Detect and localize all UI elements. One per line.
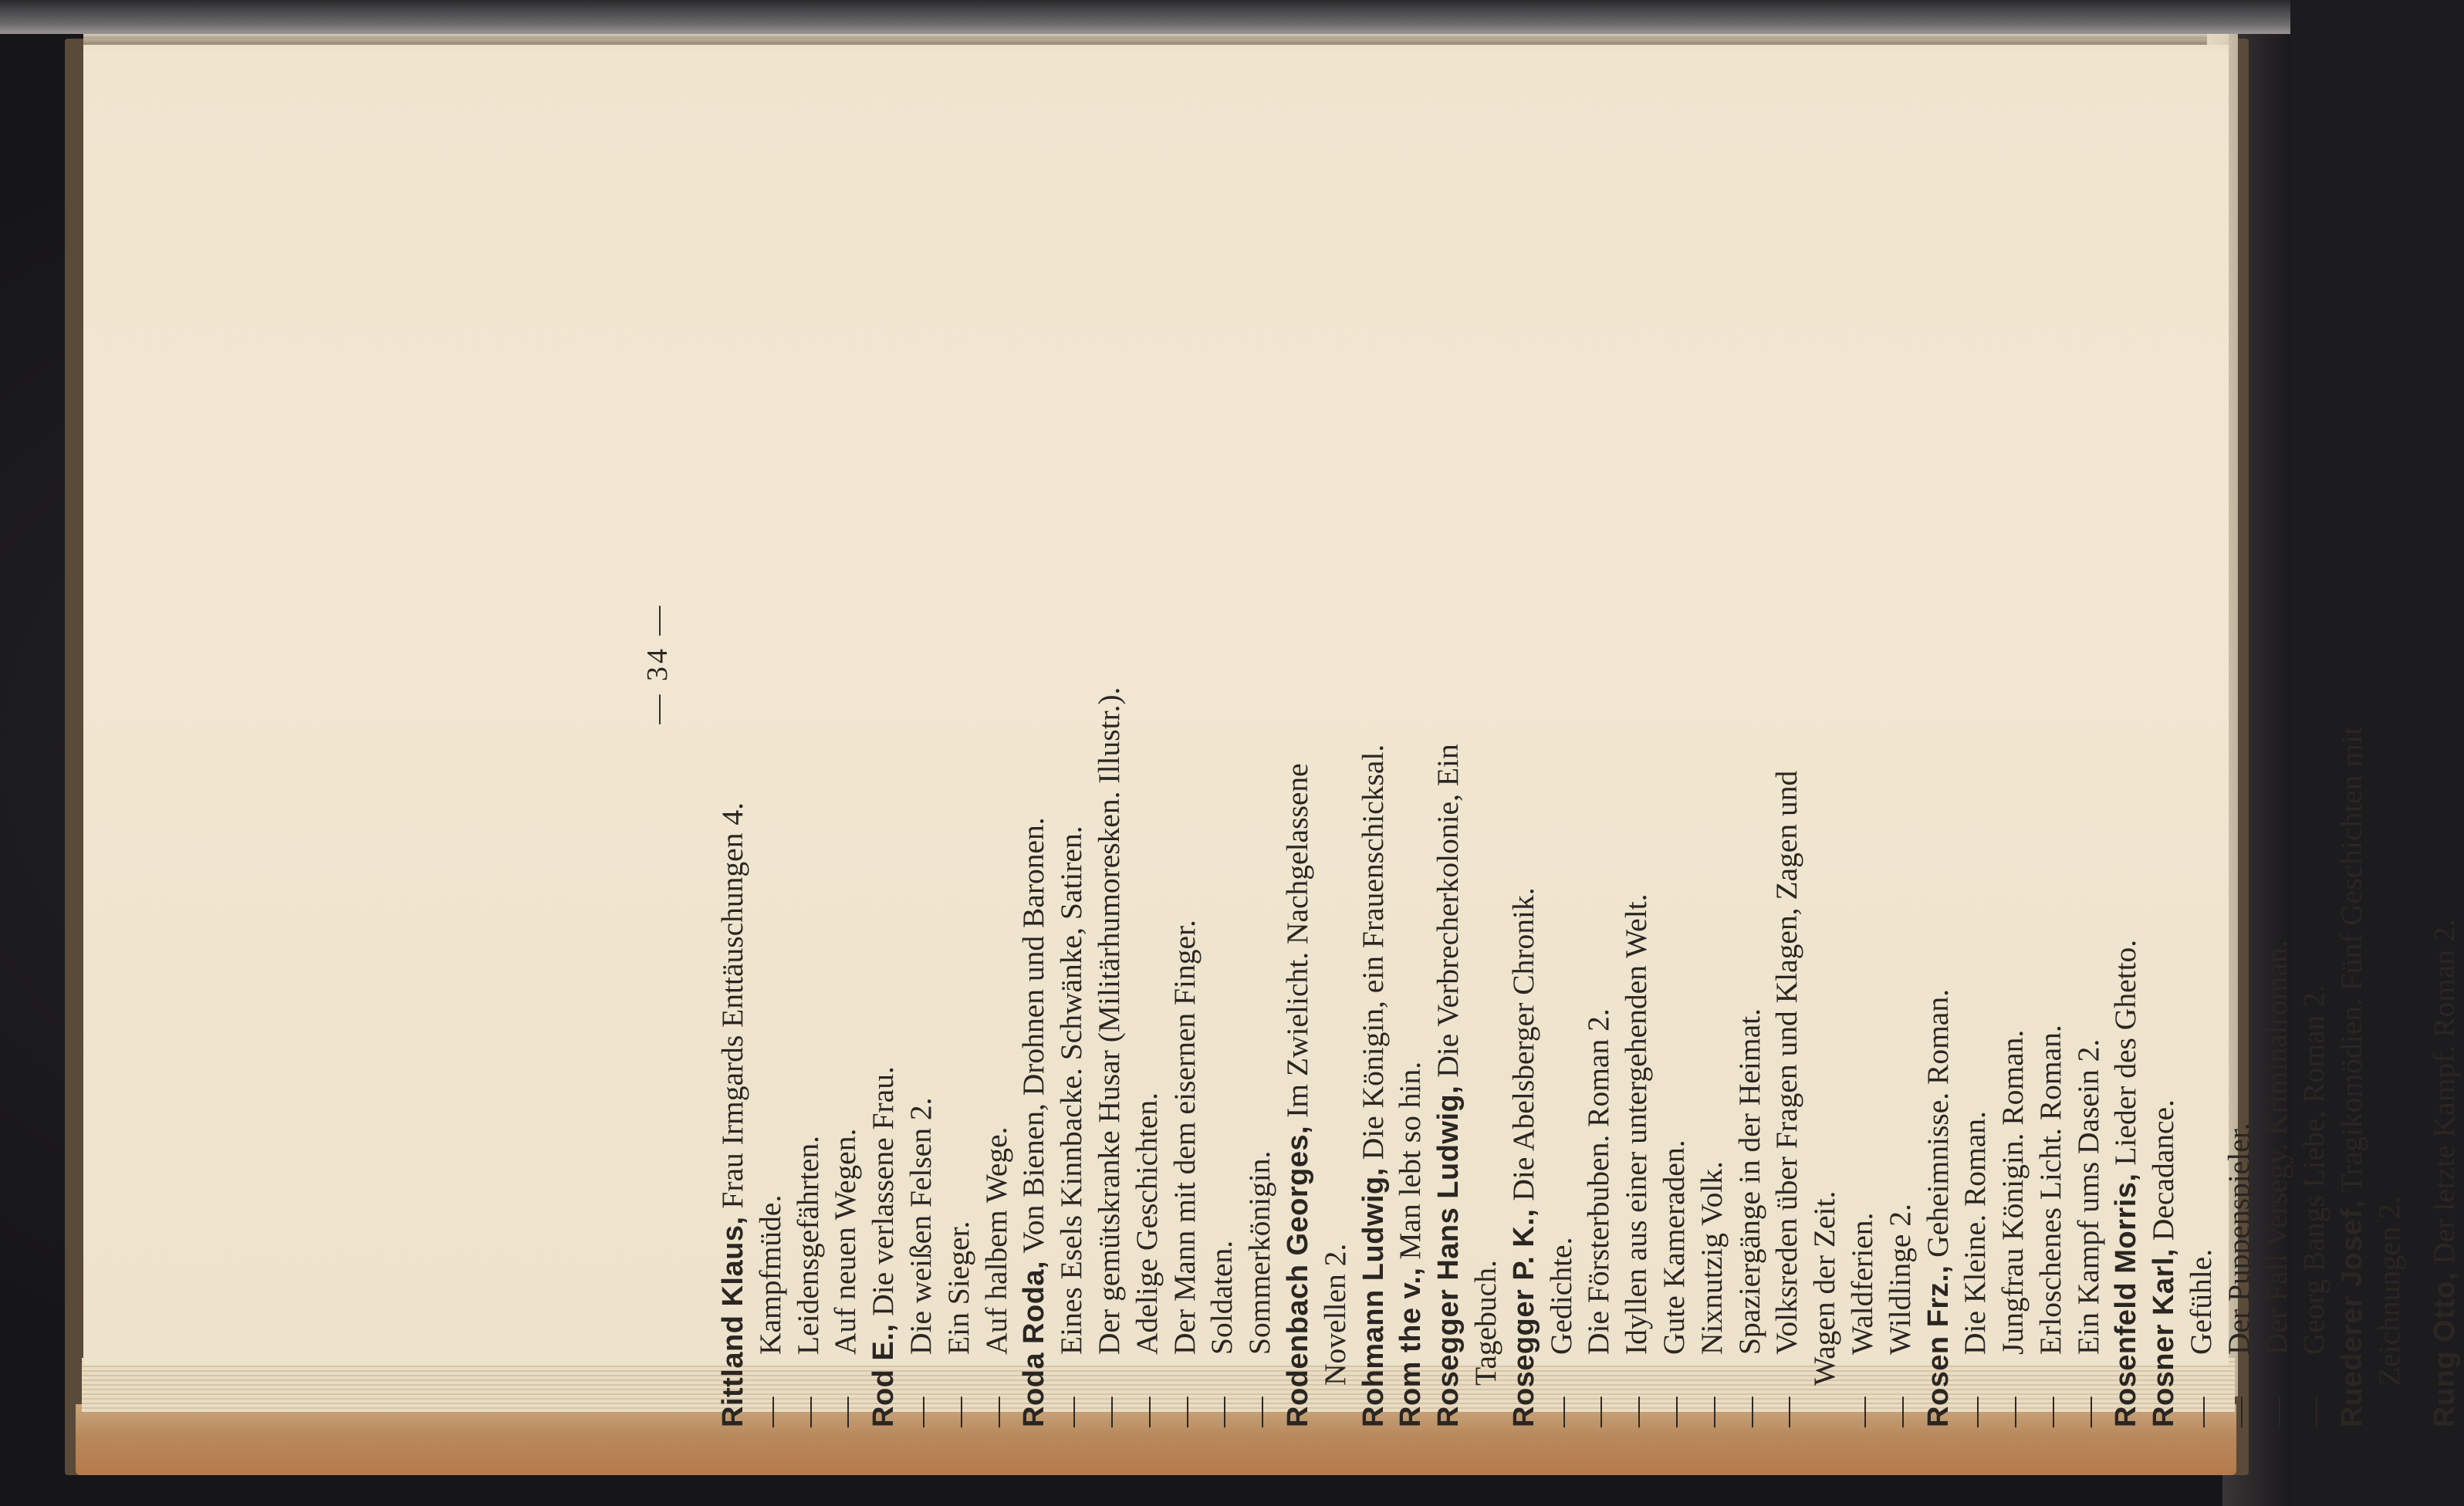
ditto-dash: — — [1543, 1396, 1578, 1427]
entry-author: Ruederer Josef, — [2336, 1200, 2369, 1427]
catalog-entry — [789, 0, 827, 1427]
catalog-entry — [1806, 0, 1844, 1427]
catalog-entry — [826, 0, 864, 1427]
catalog-entry — [1919, 0, 1957, 1427]
catalog-entry — [1580, 0, 1617, 1427]
entry-title: Volksreden über Fragen und Klagen, Zagen und — [1769, 770, 1804, 1355]
ditto-dash: — — [1167, 1396, 1202, 1427]
catalog-entry — [1203, 0, 1241, 1427]
catalog-entry — [1090, 0, 1128, 1427]
catalog-entry — [2107, 0, 2145, 1427]
entry-author: Rom the v., — [1394, 1267, 1428, 1427]
entry-author: Rittland Klaus, — [717, 1216, 749, 1427]
ditto-dash: — — [1769, 1396, 1804, 1427]
entry-title: Leidensgefährten. — [790, 1135, 825, 1355]
ditto-dash: — — [979, 1396, 1013, 1427]
catalog-entry — [752, 0, 789, 1427]
entry-title: Tragikomödien. Fünf Geschichten mit — [2334, 726, 2369, 1200]
ditto-dash: — — [1844, 1396, 1879, 1427]
catalog-entry — [2258, 0, 2296, 1427]
entry-title: Jungfrau Königin. Roman. — [1996, 1029, 2030, 1355]
entry-title: Die Kleine. Roman. — [1958, 1111, 1992, 1355]
entry-title: Ein Sieger. — [941, 1221, 975, 1355]
entry-title: Adelige Geschichten. — [1129, 1092, 1164, 1355]
catalog-entry — [2182, 0, 2220, 1427]
catalog-entry — [1731, 0, 1769, 1427]
catalog-entry — [1015, 0, 1053, 1427]
entry-continuation: Novellen 2. — [1317, 1243, 1352, 1386]
catalog-entry — [1053, 0, 1090, 1427]
entry-title: Die weißen Felsen 2. — [903, 1097, 938, 1355]
entry-title: Decadance. — [2146, 1099, 2181, 1249]
ditto-dash: — — [790, 1396, 825, 1427]
catalog-entry — [1166, 0, 1204, 1427]
catalog-entry — [1994, 0, 2032, 1427]
catalog-entry — [1617, 0, 1655, 1427]
catalog-entry — [864, 0, 902, 1427]
entry-title: Der Mann mit dem eisernen Finger. — [1167, 920, 1202, 1355]
catalog-entry — [2220, 0, 2258, 1427]
ditto-dash: — — [1129, 1396, 1164, 1427]
entry-title: Gute Kameraden. — [1656, 1140, 1691, 1355]
entry-author: Rosenfeld Morris, — [2110, 1173, 2143, 1427]
ditto-dash: — — [2221, 1396, 2256, 1427]
ditto-dash: — — [903, 1396, 938, 1427]
catalog-entry — [714, 0, 752, 1427]
entry-title: Auf halbem Wege. — [979, 1126, 1013, 1355]
entry-title: Wildlinge 2. — [1882, 1204, 1917, 1355]
entry-title: Die Försterbuben. Roman 2. — [1581, 1008, 1616, 1355]
catalog-entry — [940, 0, 978, 1427]
entry-author: Roda Roda, — [1018, 1260, 1051, 1427]
ditto-dash: — — [1882, 1396, 1917, 1427]
catalog-entry — [1279, 0, 1316, 1427]
ditto-dash: — — [2033, 1396, 2067, 1427]
entry-title: Waldferien. — [1844, 1212, 1879, 1355]
catalog-entry — [1128, 0, 1166, 1427]
entry-author: Rosegger P. K., — [1507, 1208, 1540, 1427]
entry-title: Der letzte Kampf. Roman 2. — [2426, 919, 2461, 1272]
entry-title: Die Abelsberger Chronik. — [1506, 887, 1540, 1209]
catalog-entry — [1881, 0, 1919, 1427]
entry-title: Im Zwielicht. Nachgelassene — [1279, 763, 1314, 1126]
entry-continuation: Wagen der Zeit. — [1807, 1190, 1842, 1386]
entry-title: Soldaten. — [1205, 1240, 1239, 1355]
entry-title: Geheimnisse. Roman. — [1920, 989, 1955, 1265]
entry-title: Idyllen aus einer untergehenden Welt. — [1619, 893, 1654, 1355]
ditto-dash: — — [1054, 1396, 1089, 1427]
catalog-entry — [2333, 0, 2371, 1427]
entry-author: Rosegger Hans Ludwig, — [1432, 1085, 1465, 1427]
catalog-entry — [1316, 0, 1354, 1427]
ditto-dash: — — [2259, 1396, 2293, 1427]
catalog-entry — [1693, 0, 1731, 1427]
entry-author: Rodenbach Georges, — [1281, 1125, 1314, 1427]
catalog-entry — [978, 0, 1016, 1427]
ditto-dash: — — [1996, 1396, 2030, 1427]
ditto-dash: — — [1732, 1396, 1766, 1427]
catalog-entry — [1543, 0, 1580, 1427]
entry-title: Der gemütskranke Husar (Militärhumoresken. Illustr.). — [1091, 687, 1126, 1355]
ditto-dash: — — [1242, 1396, 1277, 1427]
entry-title: Ein Kampf ums Dasein 2. — [2070, 1038, 2105, 1355]
entry-title: Die verlassene Frau. — [866, 1066, 901, 1324]
ditto-dash: — — [752, 1396, 787, 1427]
entry-title: Nixnutzig Volk. — [1694, 1161, 1729, 1355]
entry-author: Rosen Frz., — [1922, 1265, 1955, 1427]
entry-title: Spaziergänge in der Heimat. — [1732, 1008, 1766, 1355]
entry-author: Rohmann Ludwig, — [1357, 1167, 1390, 1427]
ditto-dash: — — [1091, 1396, 1126, 1427]
catalog-entry — [2032, 0, 2070, 1427]
entry-title: Man lebt so hin. — [1393, 1061, 1428, 1268]
ditto-dash: — — [1205, 1396, 1239, 1427]
catalog-entry — [1429, 0, 1467, 1427]
entry-title: Auf neuen Wegen. — [828, 1128, 863, 1355]
ditto-dash: — — [2070, 1396, 2105, 1427]
entry-author: Rosner Karl, — [2148, 1248, 2181, 1427]
page-number: — 34 — — [641, 603, 674, 724]
catalog-entry — [2371, 0, 2408, 1427]
catalog-entry — [2425, 0, 2463, 1427]
catalog-entry — [2145, 0, 2182, 1427]
catalog-entry — [1467, 0, 1505, 1427]
entry-author: Rung Otto, — [2428, 1271, 2461, 1427]
entry-title: Gedichte. — [1543, 1237, 1578, 1355]
catalog-entry — [1768, 0, 1806, 1427]
ditto-dash: — — [828, 1396, 863, 1427]
catalog-entry — [1844, 0, 1881, 1427]
catalog-entry — [1391, 0, 1429, 1427]
entry-title: Der Fall Versegy. Kriminalroman. — [2259, 940, 2293, 1355]
ditto-dash: — — [1958, 1396, 1992, 1427]
catalog-entry — [2070, 0, 2107, 1427]
entry-title: Sommerkönigin. — [1242, 1150, 1277, 1355]
page-text-block — [641, 0, 2461, 1443]
entry-title: Der Puppenspieler. — [2221, 1123, 2256, 1355]
catalog-entry — [1505, 0, 1543, 1427]
entry-continuation: Tagebuch. — [1468, 1260, 1502, 1386]
ditto-dash: — — [1694, 1396, 1729, 1427]
entry-author: Rod E., — [867, 1323, 901, 1427]
ditto-dash: — — [1581, 1396, 1616, 1427]
catalog-entry — [1655, 0, 1693, 1427]
entry-title: Frau Irmgards Enttäuschungen 4. — [715, 802, 749, 1217]
catalog-list — [714, 0, 2463, 1427]
entry-title: Kampfmüde. — [752, 1194, 787, 1355]
entry-title: Die Königin, ein Frauenschicksal. — [1355, 744, 1390, 1168]
ditto-dash: — — [2297, 1396, 2331, 1427]
catalog-entry — [902, 0, 940, 1427]
ditto-dash: — — [1619, 1396, 1654, 1427]
ditto-dash: — — [2184, 1396, 2219, 1427]
entry-title: Die Verbrecherkolonie, Ein — [1431, 744, 1465, 1086]
catalog-entry — [1354, 0, 1392, 1427]
catalog-entry — [1956, 0, 1994, 1427]
entry-title: Lieder des Ghetto. — [2108, 939, 2143, 1173]
entry-title: Gefühle. — [2184, 1248, 2219, 1355]
entry-title: Erloschenes Licht. Roman. — [2033, 1025, 2067, 1355]
entry-title: Eines Esels Kinnbacke. Schwänke, Satiren. — [1054, 826, 1089, 1355]
ditto-dash: — — [1656, 1396, 1691, 1427]
catalog-entry — [2295, 0, 2333, 1427]
catalog-entry — [1241, 0, 1279, 1427]
entry-title: Georg Bangs Liebe, Roman 2. — [2297, 984, 2331, 1355]
entry-continuation: Zeichnungen 2. — [2372, 1196, 2407, 1386]
entry-title: Von Bienen, Drohnen und Baronen. — [1016, 817, 1051, 1261]
ditto-dash: — — [941, 1396, 975, 1427]
